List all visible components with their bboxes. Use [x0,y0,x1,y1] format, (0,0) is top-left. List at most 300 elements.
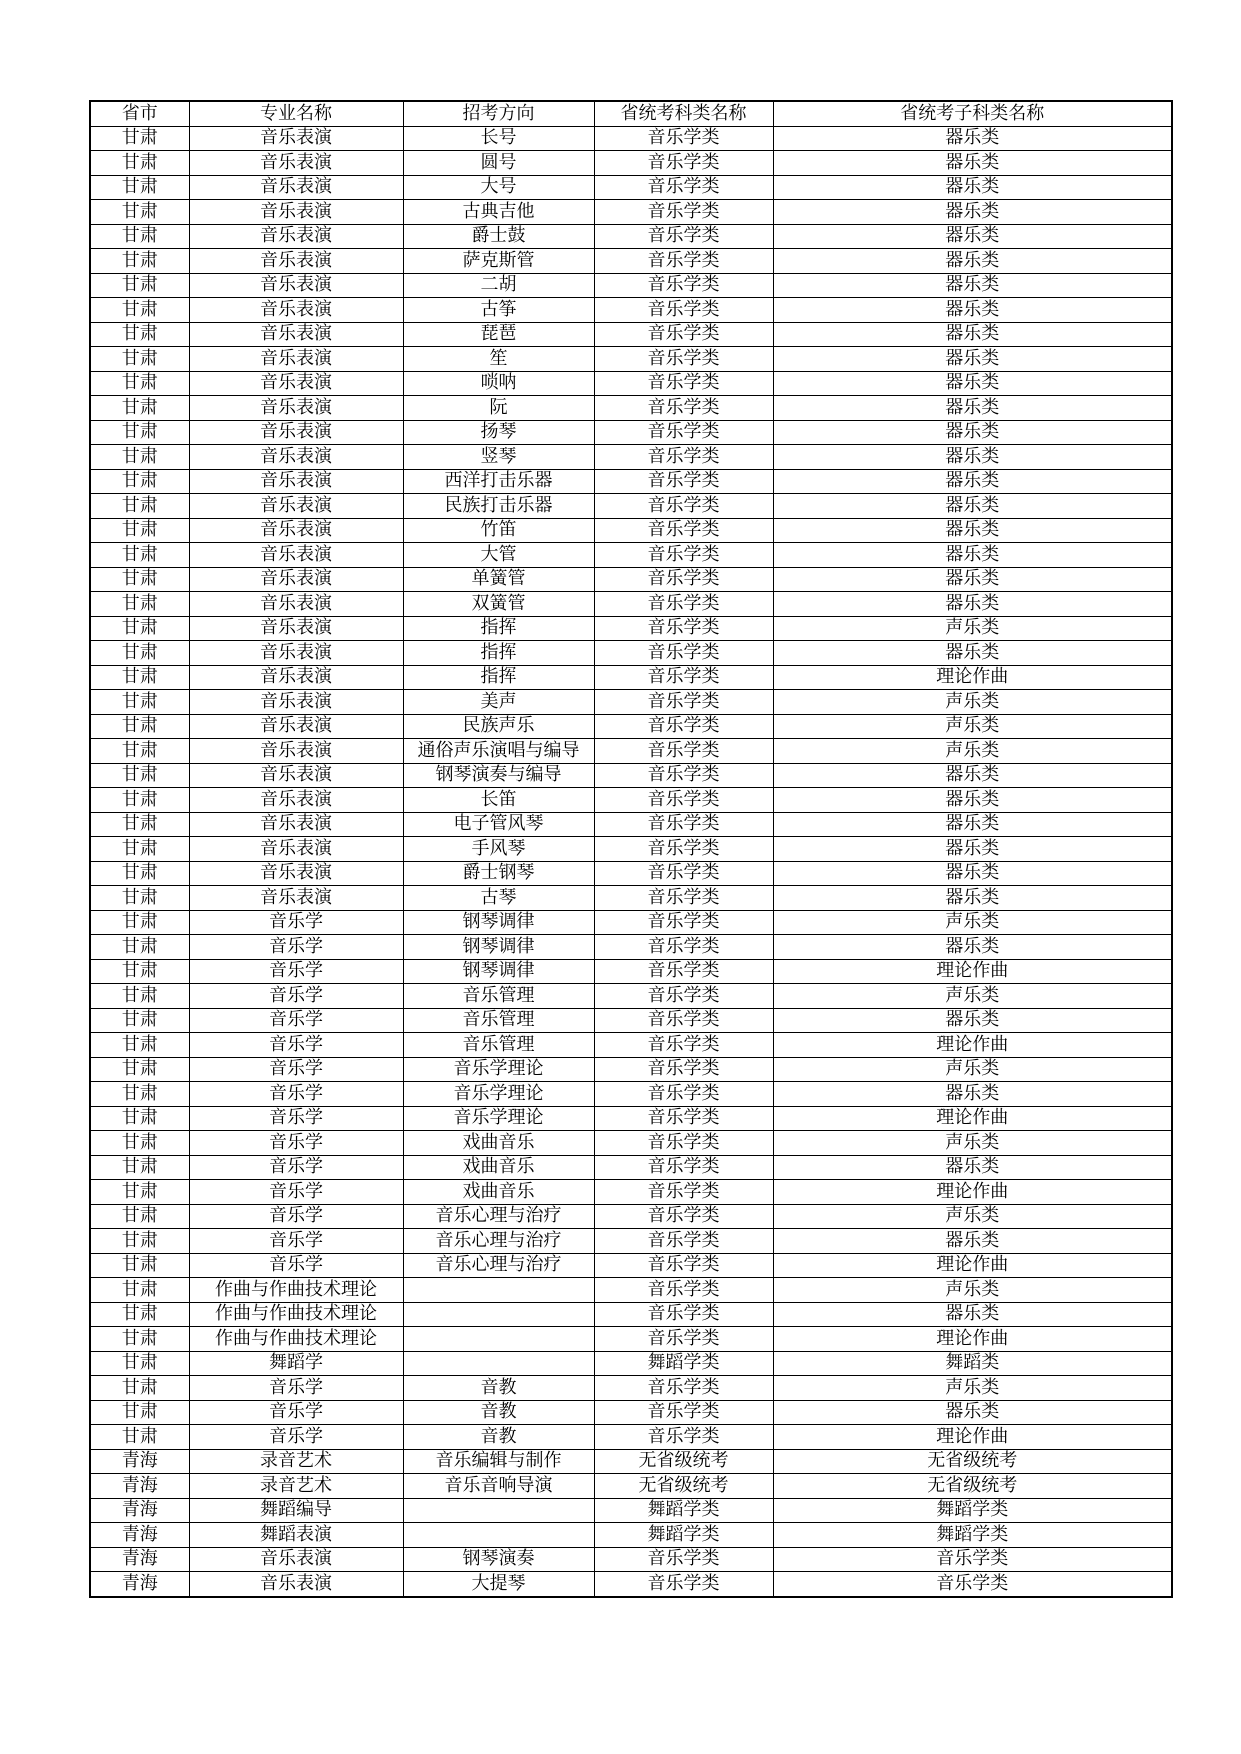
direction-cell: 双簧管 [403,592,594,617]
province-cell: 甘肃 [90,298,189,323]
direction-cell: 竹笛 [403,518,594,543]
table-row [90,371,1172,396]
exam-subcategory-cell: 声乐类 [773,1376,1172,1401]
exam-subcategory-cell: 声乐类 [773,984,1172,1009]
province-cell: 甘肃 [90,1106,189,1131]
exam-subcategory-cell: 器乐类 [773,1008,1172,1033]
table-row [90,739,1172,764]
exam-category-cell: 音乐学类 [594,812,773,837]
exam-category-cell: 音乐学类 [594,910,773,935]
province-cell: 甘肃 [90,1131,189,1156]
direction-cell [403,1351,594,1376]
exam-subcategory-cell: 器乐类 [773,812,1172,837]
major-cell: 音乐表演 [189,469,403,494]
direction-cell: 音乐编辑与制作 [403,1449,594,1474]
province-cell: 甘肃 [90,788,189,813]
province-cell: 甘肃 [90,739,189,764]
exam-subcategory-cell: 器乐类 [773,935,1172,960]
major-cell: 音乐学 [189,1008,403,1033]
major-cell: 音乐表演 [189,739,403,764]
exam-category-cell: 音乐学类 [594,959,773,984]
direction-cell: 音乐音响导演 [403,1474,594,1499]
table-row [90,886,1172,911]
table-row [90,837,1172,862]
exam-category-cell: 音乐学类 [594,665,773,690]
table-row [90,1155,1172,1180]
direction-cell: 大提琴 [403,1572,594,1597]
direction-cell: 二胡 [403,273,594,298]
table-row [90,347,1172,372]
direction-cell: 戏曲音乐 [403,1155,594,1180]
direction-cell: 笙 [403,347,594,372]
province-cell: 甘肃 [90,175,189,200]
exam-subcategory-cell: 声乐类 [773,690,1172,715]
table-row [90,1033,1172,1058]
major-cell: 作曲与作曲技术理论 [189,1327,403,1352]
major-cell: 音乐表演 [189,224,403,249]
major-cell: 音乐表演 [189,371,403,396]
table-header [90,101,1172,126]
exam-category-cell: 音乐学类 [594,469,773,494]
exam-subcategory-cell: 声乐类 [773,739,1172,764]
exam-category-cell: 音乐学类 [594,420,773,445]
table-row [90,1106,1172,1131]
province-cell: 甘肃 [90,224,189,249]
direction-cell: 戏曲音乐 [403,1131,594,1156]
province-cell: 青海 [90,1523,189,1548]
table-row [90,641,1172,666]
table-row [90,959,1172,984]
exam-category-cell: 音乐学类 [594,1033,773,1058]
table-row [90,1253,1172,1278]
major-cell: 音乐表演 [189,543,403,568]
exam-subcategory-cell: 舞蹈学类 [773,1498,1172,1523]
major-cell: 音乐表演 [189,151,403,176]
direction-cell: 指挥 [403,665,594,690]
exam-category-cell: 音乐学类 [594,592,773,617]
major-cell: 音乐学 [189,1082,403,1107]
exam-category-cell: 音乐学类 [594,1057,773,1082]
province-cell: 甘肃 [90,935,189,960]
direction-cell: 钢琴调律 [403,959,594,984]
table-row [90,1008,1172,1033]
direction-cell: 竖琴 [403,445,594,470]
direction-cell: 手风琴 [403,837,594,862]
province-cell: 甘肃 [90,469,189,494]
major-cell: 音乐学 [189,935,403,960]
exam-subcategory-cell: 器乐类 [773,322,1172,347]
table-row [90,1351,1172,1376]
exam-subcategory-cell: 器乐类 [773,592,1172,617]
province-cell: 甘肃 [90,1155,189,1180]
exam-subcategory-cell: 理论作曲 [773,665,1172,690]
exam-category-cell: 音乐学类 [594,1376,773,1401]
major-cell: 音乐学 [189,1400,403,1425]
direction-cell: 音教 [403,1400,594,1425]
exam-subcategory-cell: 声乐类 [773,1057,1172,1082]
exam-subcategory-cell: 器乐类 [773,1400,1172,1425]
table-row [90,396,1172,421]
direction-cell: 单簧管 [403,567,594,592]
major-cell: 作曲与作曲技术理论 [189,1278,403,1303]
major-cell: 舞蹈学 [189,1351,403,1376]
exam-subcategory-cell: 器乐类 [773,1155,1172,1180]
exam-subcategory-cell: 理论作曲 [773,1327,1172,1352]
exam-category-cell: 舞蹈学类 [594,1498,773,1523]
major-cell: 音乐表演 [189,690,403,715]
direction-cell: 萨克斯管 [403,249,594,274]
header-row [90,101,1172,126]
major-cell: 音乐表演 [189,567,403,592]
exam-category-cell: 音乐学类 [594,1106,773,1131]
province-cell: 甘肃 [90,1253,189,1278]
major-cell: 音乐学 [189,1180,403,1205]
direction-cell: 长笛 [403,788,594,813]
province-cell: 甘肃 [90,1278,189,1303]
exam-subcategory-cell: 器乐类 [773,763,1172,788]
province-cell: 甘肃 [90,1327,189,1352]
direction-cell: 大管 [403,543,594,568]
exam-category-cell: 音乐学类 [594,273,773,298]
province-cell: 甘肃 [90,126,189,151]
exam-category-cell: 音乐学类 [594,1155,773,1180]
major-cell: 音乐表演 [189,886,403,911]
exam-category-cell: 音乐学类 [594,249,773,274]
direction-cell: 音乐管理 [403,1008,594,1033]
province-cell: 甘肃 [90,1351,189,1376]
table-row [90,175,1172,200]
table-row [90,1057,1172,1082]
exam-category-cell: 音乐学类 [594,1572,773,1597]
table-row [90,1498,1172,1523]
major-cell: 音乐表演 [189,396,403,421]
admissions-table [89,100,1173,1598]
table-row [90,543,1172,568]
exam-category-cell: 音乐学类 [594,690,773,715]
direction-cell: 戏曲音乐 [403,1180,594,1205]
province-cell: 甘肃 [90,249,189,274]
direction-cell [403,1302,594,1327]
exam-subcategory-cell: 声乐类 [773,714,1172,739]
direction-cell: 钢琴调律 [403,935,594,960]
exam-subcategory-cell: 器乐类 [773,1229,1172,1254]
major-cell: 音乐表演 [189,1547,403,1572]
major-cell: 音乐表演 [189,1572,403,1597]
direction-cell: 钢琴演奏 [403,1547,594,1572]
exam-category-cell: 音乐学类 [594,347,773,372]
major-cell: 音乐表演 [189,592,403,617]
exam-category-cell: 音乐学类 [594,322,773,347]
table-row [90,1449,1172,1474]
province-cell: 甘肃 [90,616,189,641]
table-row [90,812,1172,837]
table-row [90,469,1172,494]
province-cell: 甘肃 [90,420,189,445]
major-cell: 音乐表演 [189,175,403,200]
province-cell: 甘肃 [90,322,189,347]
direction-cell: 爵士钢琴 [403,861,594,886]
exam-category-cell: 音乐学类 [594,151,773,176]
major-cell: 音乐表演 [189,200,403,225]
exam-subcategory-cell: 器乐类 [773,788,1172,813]
province-cell: 甘肃 [90,567,189,592]
province-cell: 甘肃 [90,1180,189,1205]
direction-cell: 唢呐 [403,371,594,396]
table-row [90,200,1172,225]
direction-cell: 通俗声乐演唱与编导 [403,739,594,764]
direction-cell: 阮 [403,396,594,421]
exam-category-cell: 音乐学类 [594,739,773,764]
exam-category-cell: 音乐学类 [594,371,773,396]
exam-category-cell: 音乐学类 [594,1229,773,1254]
exam-category-cell: 音乐学类 [594,1278,773,1303]
exam-category-cell: 音乐学类 [594,1131,773,1156]
exam-category-cell: 舞蹈学类 [594,1351,773,1376]
exam-subcategory-cell: 器乐类 [773,347,1172,372]
table-row [90,1131,1172,1156]
exam-subcategory-cell: 器乐类 [773,837,1172,862]
table-row [90,1082,1172,1107]
exam-category-cell: 舞蹈学类 [594,1523,773,1548]
direction-cell: 音乐心理与治疗 [403,1204,594,1229]
direction-cell: 音乐学理论 [403,1057,594,1082]
major-cell: 录音艺术 [189,1474,403,1499]
direction-cell: 钢琴演奏与编导 [403,763,594,788]
direction-cell: 爵士鼓 [403,224,594,249]
exam-category-cell: 音乐学类 [594,126,773,151]
province-cell: 甘肃 [90,396,189,421]
exam-subcategory-cell: 声乐类 [773,910,1172,935]
major-cell: 音乐表演 [189,763,403,788]
direction-cell: 西洋打击乐器 [403,469,594,494]
exam-subcategory-cell: 声乐类 [773,1131,1172,1156]
direction-cell: 指挥 [403,616,594,641]
exam-category-cell: 音乐学类 [594,175,773,200]
major-cell: 音乐表演 [189,420,403,445]
table-row [90,445,1172,470]
exam-category-cell: 无省级统考 [594,1449,773,1474]
exam-subcategory-cell: 无省级统考 [773,1449,1172,1474]
province-cell: 甘肃 [90,1008,189,1033]
major-cell: 音乐表演 [189,322,403,347]
major-cell: 音乐表演 [189,273,403,298]
major-cell: 音乐学 [189,1376,403,1401]
table-row [90,494,1172,519]
exam-category-cell: 音乐学类 [594,543,773,568]
table-body [90,126,1172,1597]
exam-subcategory-cell: 无省级统考 [773,1474,1172,1499]
exam-category-cell: 音乐学类 [594,567,773,592]
direction-cell [403,1327,594,1352]
table-row [90,1278,1172,1303]
province-cell: 甘肃 [90,1376,189,1401]
table-row [90,1425,1172,1450]
header-major: 专业名称 [189,101,403,126]
table-row [90,249,1172,274]
province-cell: 甘肃 [90,763,189,788]
province-cell: 青海 [90,1474,189,1499]
province-cell: 甘肃 [90,273,189,298]
table-row [90,420,1172,445]
province-cell: 甘肃 [90,812,189,837]
direction-cell: 音乐心理与治疗 [403,1229,594,1254]
table-row [90,1204,1172,1229]
major-cell: 音乐表演 [189,665,403,690]
exam-subcategory-cell: 器乐类 [773,1082,1172,1107]
exam-subcategory-cell: 器乐类 [773,518,1172,543]
province-cell: 甘肃 [90,1425,189,1450]
exam-subcategory-cell: 音乐学类 [773,1572,1172,1597]
exam-category-cell: 音乐学类 [594,837,773,862]
exam-subcategory-cell: 声乐类 [773,1204,1172,1229]
exam-subcategory-cell: 器乐类 [773,371,1172,396]
major-cell: 录音艺术 [189,1449,403,1474]
header-exam-subcategory: 省统考子科类名称 [773,101,1172,126]
exam-subcategory-cell: 器乐类 [773,1302,1172,1327]
direction-cell [403,1278,594,1303]
exam-subcategory-cell: 器乐类 [773,641,1172,666]
direction-cell: 大号 [403,175,594,200]
table-row [90,1572,1172,1597]
exam-subcategory-cell: 器乐类 [773,200,1172,225]
direction-cell: 古琴 [403,886,594,911]
province-cell: 甘肃 [90,910,189,935]
major-cell: 音乐学 [189,1425,403,1450]
major-cell: 音乐学 [189,1229,403,1254]
major-cell: 音乐表演 [189,641,403,666]
province-cell: 甘肃 [90,1057,189,1082]
major-cell: 音乐学 [189,1106,403,1131]
major-cell: 音乐表演 [189,861,403,886]
major-cell: 音乐学 [189,1155,403,1180]
direction-cell: 音乐管理 [403,984,594,1009]
exam-subcategory-cell: 器乐类 [773,175,1172,200]
table-row [90,1523,1172,1548]
province-cell: 甘肃 [90,518,189,543]
table-row [90,616,1172,641]
table-row [90,1474,1172,1499]
exam-subcategory-cell: 器乐类 [773,273,1172,298]
exam-subcategory-cell: 理论作曲 [773,1253,1172,1278]
direction-cell: 琵琶 [403,322,594,347]
province-cell: 甘肃 [90,200,189,225]
header-exam-category: 省统考科类名称 [594,101,773,126]
province-cell: 甘肃 [90,494,189,519]
table-row [90,935,1172,960]
header-province: 省市 [90,101,189,126]
major-cell: 音乐表演 [189,494,403,519]
province-cell: 甘肃 [90,1033,189,1058]
exam-category-cell: 无省级统考 [594,1474,773,1499]
table-row [90,665,1172,690]
exam-category-cell: 音乐学类 [594,641,773,666]
exam-category-cell: 音乐学类 [594,886,773,911]
province-cell: 甘肃 [90,837,189,862]
table-row [90,1229,1172,1254]
direction-cell: 钢琴调律 [403,910,594,935]
province-cell: 甘肃 [90,592,189,617]
province-cell: 甘肃 [90,959,189,984]
admissions-table-sheet [89,100,1171,1598]
exam-subcategory-cell: 理论作曲 [773,959,1172,984]
exam-subcategory-cell: 理论作曲 [773,1106,1172,1131]
major-cell: 音乐表演 [189,714,403,739]
major-cell: 音乐表演 [189,298,403,323]
major-cell: 音乐表演 [189,445,403,470]
table-row [90,984,1172,1009]
province-cell: 甘肃 [90,886,189,911]
exam-subcategory-cell: 器乐类 [773,861,1172,886]
direction-cell: 音乐心理与治疗 [403,1253,594,1278]
major-cell: 音乐表演 [189,837,403,862]
province-cell: 甘肃 [90,714,189,739]
exam-subcategory-cell: 器乐类 [773,396,1172,421]
table-row [90,126,1172,151]
major-cell: 音乐学 [189,1204,403,1229]
major-cell: 音乐学 [189,910,403,935]
table-row [90,1302,1172,1327]
major-cell: 舞蹈编导 [189,1498,403,1523]
exam-category-cell: 音乐学类 [594,1204,773,1229]
direction-cell: 指挥 [403,641,594,666]
direction-cell [403,1523,594,1548]
direction-cell: 古典吉他 [403,200,594,225]
major-cell: 音乐学 [189,1131,403,1156]
exam-subcategory-cell: 理论作曲 [773,1180,1172,1205]
table-row [90,1180,1172,1205]
major-cell: 音乐学 [189,959,403,984]
province-cell: 甘肃 [90,861,189,886]
province-cell: 甘肃 [90,641,189,666]
province-cell: 甘肃 [90,665,189,690]
exam-subcategory-cell: 器乐类 [773,224,1172,249]
table-row [90,1547,1172,1572]
major-cell: 音乐表演 [189,518,403,543]
exam-subcategory-cell: 器乐类 [773,445,1172,470]
major-cell: 音乐学 [189,1057,403,1082]
direction-cell: 扬琴 [403,420,594,445]
exam-subcategory-cell: 舞蹈类 [773,1351,1172,1376]
province-cell: 青海 [90,1449,189,1474]
exam-subcategory-cell: 舞蹈学类 [773,1523,1172,1548]
direction-cell: 民族声乐 [403,714,594,739]
direction-cell: 音乐学理论 [403,1082,594,1107]
major-cell: 舞蹈表演 [189,1523,403,1548]
table-row [90,1376,1172,1401]
exam-category-cell: 音乐学类 [594,1082,773,1107]
exam-category-cell: 音乐学类 [594,1008,773,1033]
exam-category-cell: 音乐学类 [594,763,773,788]
exam-subcategory-cell: 器乐类 [773,298,1172,323]
direction-cell: 音教 [403,1425,594,1450]
exam-subcategory-cell: 声乐类 [773,616,1172,641]
exam-category-cell: 音乐学类 [594,298,773,323]
table-row [90,518,1172,543]
table-row [90,714,1172,739]
table-row [90,151,1172,176]
province-cell: 青海 [90,1572,189,1597]
table-row [90,273,1172,298]
table-row [90,567,1172,592]
exam-subcategory-cell: 器乐类 [773,469,1172,494]
major-cell: 音乐学 [189,984,403,1009]
exam-category-cell: 音乐学类 [594,445,773,470]
direction-cell: 音乐学理论 [403,1106,594,1131]
major-cell: 音乐表演 [189,249,403,274]
province-cell: 甘肃 [90,151,189,176]
exam-category-cell: 音乐学类 [594,518,773,543]
province-cell: 甘肃 [90,1302,189,1327]
